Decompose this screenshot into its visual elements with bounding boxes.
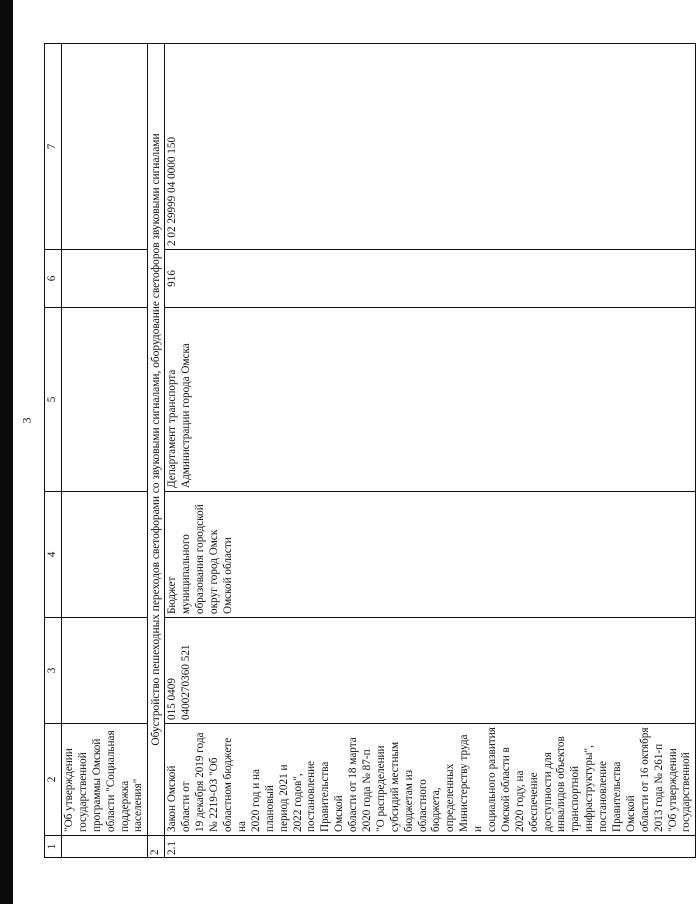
section-number: 2: [148, 836, 165, 858]
table-cell: [62, 44, 148, 250]
budget-recipient-text: Бюджет муниципального образования городской округ город Омск Омской области: [165, 492, 696, 618]
section-row: [148, 44, 165, 858]
table-cell: [62, 836, 148, 858]
table-cell: [62, 250, 148, 308]
table-cell: [62, 492, 148, 618]
rotated-page: [44, 44, 693, 858]
continued-row: [62, 44, 148, 858]
header-row: [45, 44, 62, 858]
page-number: 3: [19, 417, 34, 424]
header-cell: 3: [45, 618, 62, 724]
header-cell: 4: [45, 492, 62, 618]
row-number: 2.1: [165, 836, 696, 858]
header-cell: 2: [45, 724, 62, 836]
legal-basis-text: Закон Омской области от 19 декабря 2019 года № 2219-ОЗ "Об областном бюджете на 2020 год и на плановый период 2021 и 2022 годов", постановление Правительства Омской области от 18 марта 2020 года № 87-п "О распределении субсидий местным бюджетам из областного бюджета, определенных Министерству труда и социального развития Омской области в 2020 году, на обеспечение доступности для инвалидов объектов транспортной инфраструктуры", постановление Правительства Омской области от 16 октября 2013 года № 261-п "Об утверждении государственной: [165, 724, 696, 836]
continued-program-text: "Об утверждении государственной программы Омской области "Социальная поддержка населения": [62, 724, 148, 836]
scan-edge-bar: [0, 0, 13, 904]
header-cell: 6: [45, 250, 62, 308]
admin-code-text: 916: [165, 250, 696, 308]
budget-code-text: 015 0409 0400270360 521: [165, 618, 696, 724]
section-title: Обустройство пешеходных переходов светофорами со звуковыми сигналами, оборудование светофоров звуковыми сигналами: [148, 44, 165, 836]
table-cell: [62, 308, 148, 492]
administrator-text: Департамент транспорта Администрации города Омска: [165, 308, 696, 492]
header-cell: 5: [45, 308, 62, 492]
header-cell: 7: [45, 44, 62, 250]
budget-table: [44, 43, 696, 858]
table-row: [165, 44, 696, 858]
revenue-code-text: 2 02 29999 04 0000 150: [165, 44, 696, 250]
table-cell: [62, 618, 148, 724]
header-cell: 1: [45, 836, 62, 858]
